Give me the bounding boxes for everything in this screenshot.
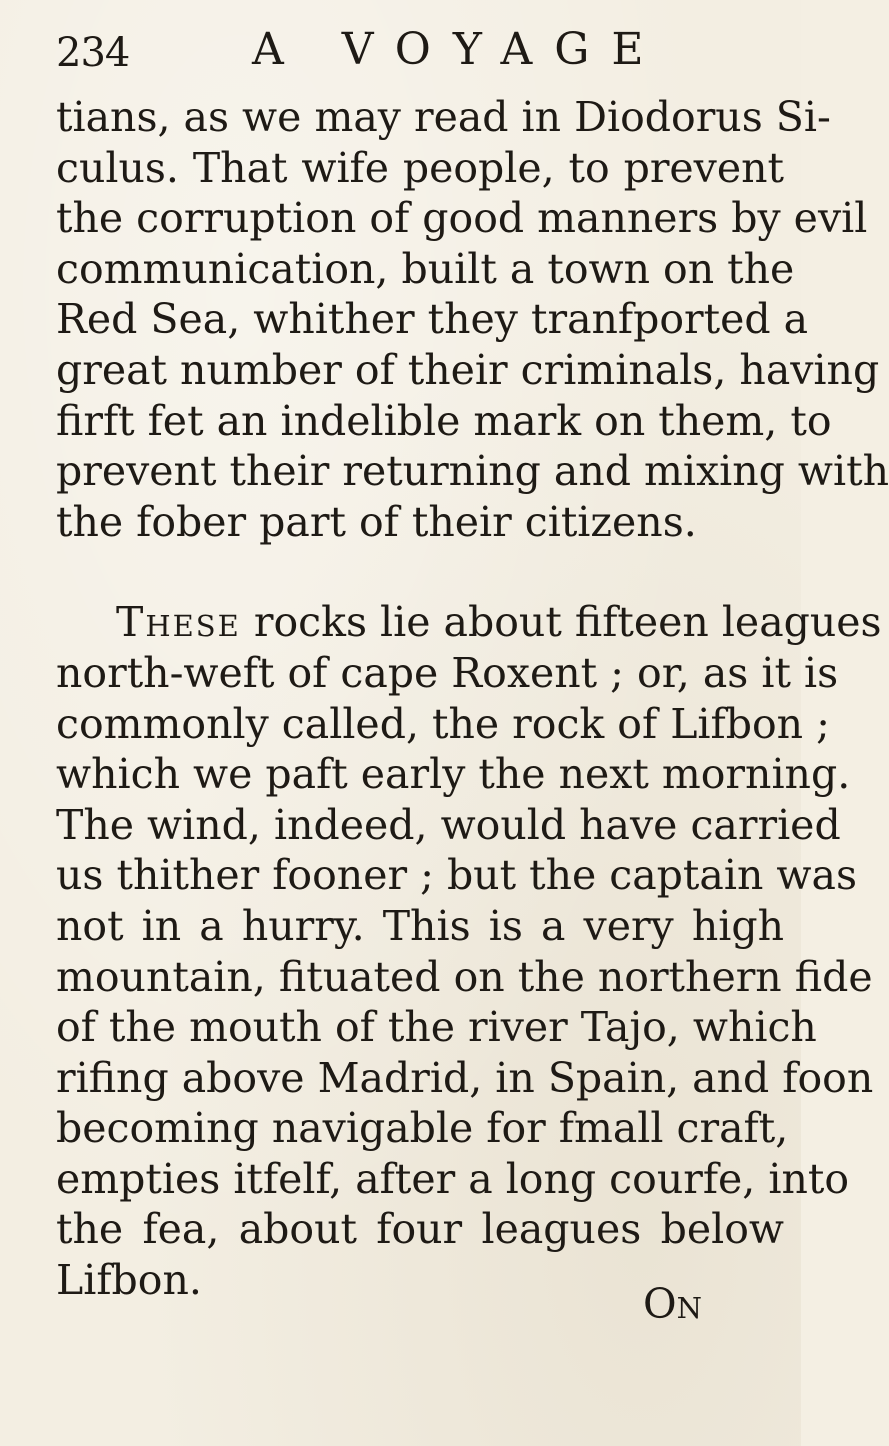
- text-line: culus. That wife people, to prevent: [56, 143, 784, 192]
- paragraph-first-word: These: [116, 598, 241, 647]
- text-line: us thither fooner ; but the captain was: [56, 851, 857, 900]
- text-line: communication, built a town on the: [56, 244, 795, 293]
- running-head: A VOYAGE: [252, 24, 666, 75]
- text-line: great number of their criminals, having: [56, 345, 880, 394]
- text-line: the fea, about four leagues below: [56, 1205, 784, 1254]
- paragraph-2: [56, 597, 882, 1305]
- text-line: empties itfelf, after a long courfe, into: [56, 1154, 850, 1203]
- text-line: Lifbon.: [56, 1256, 202, 1305]
- catchword: On: [643, 1280, 702, 1328]
- text-line: mountain, fituated on the northern fide: [56, 952, 873, 1001]
- text-line: rifing above Madrid, in Spain, and foon: [56, 1053, 874, 1102]
- text-line: prevent their returning and mixing with: [56, 447, 889, 496]
- paragraph-1: [56, 92, 889, 547]
- text-line: the corruption of good manners by evil: [56, 194, 868, 243]
- text-line: north-weft of cape Roxent ; or, as it is: [56, 648, 839, 697]
- text-line: [56, 597, 882, 648]
- text-line: becoming navigable for fmall craft,: [56, 1104, 789, 1153]
- body-text: [56, 92, 889, 1306]
- text-line: of the mouth of the river Tajo, which: [56, 1003, 817, 1052]
- text-line: which we paft early the next morning.: [56, 750, 851, 799]
- first-line-rest: rocks lie about fifteen leagues: [240, 598, 882, 647]
- text-line: the fober part of their citizens.: [56, 497, 697, 546]
- page-header: [56, 22, 746, 82]
- text-line: The wind, indeed, would have carried: [56, 800, 841, 849]
- text-line: Red Sea, whither they tranfported a: [56, 295, 809, 344]
- paragraph-gap: [56, 547, 784, 597]
- text-line: commonly called, the rock of Lifbon ;: [56, 699, 830, 748]
- text-line: firft fet an indelible mark on them, to: [56, 396, 832, 445]
- text-line: tians, as we may read in Diodorus Si-: [56, 93, 831, 141]
- page-number: 234: [56, 30, 130, 76]
- text-line: not in a hurry. This is a very high: [56, 901, 784, 950]
